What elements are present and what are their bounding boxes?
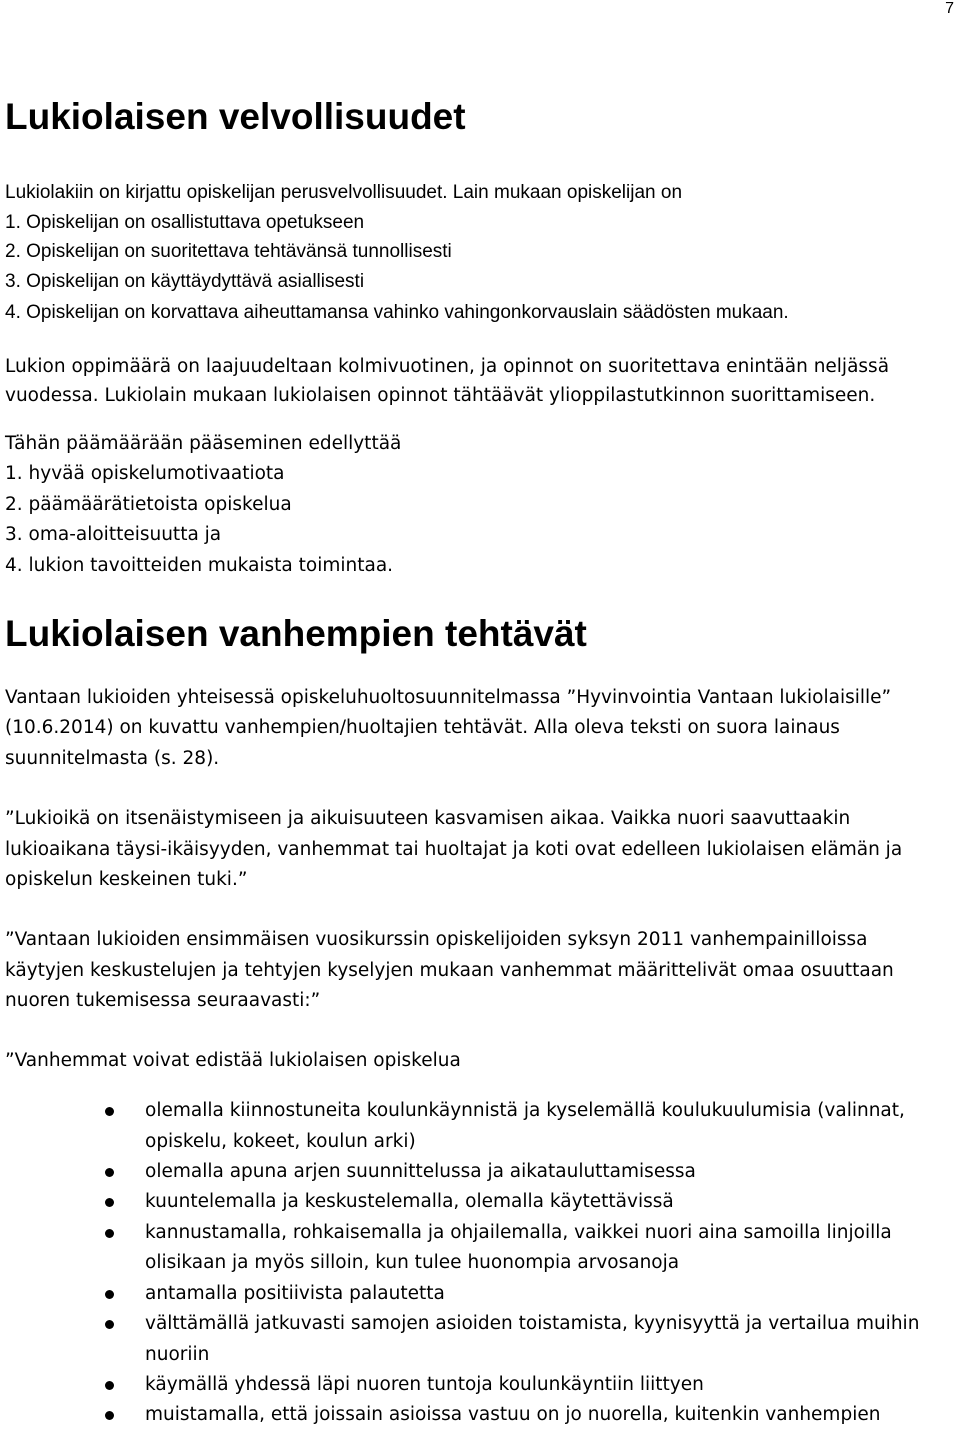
section-title-parents: Lukiolaisen vanhempien tehtävät bbox=[5, 613, 587, 654]
study-paragraph-line: Lukion oppimäärä on laajuudeltaan kolmivuotinen, ja opinnot on suoritettava enintään neljässä bbox=[5, 356, 890, 377]
duty-item: 3. Opiskelijan on käyttäydyttävä asiallisesti bbox=[5, 271, 365, 292]
list-item-line: käymällä yhdessä läpi nuoren tuntoja koulunkäyntiin liittyen bbox=[145, 1374, 704, 1395]
parents-intro-line: Vantaan lukioiden yhteisessä opiskeluhuoltosuunnitelmassa ”Hyvinvointia Vantaan lukiolaisille” bbox=[5, 687, 892, 708]
list-item-line: olisikaan ja myös silloin, kun tulee huonompia arvosanoja bbox=[145, 1252, 680, 1273]
quote-line: opiskelun keskeinen tuki.” bbox=[5, 869, 248, 890]
quote-line: käytyjen keskustelujen ja tehtyjen kyselyjen mukaan vanhemmat määrittelivät omaa osuuttaan bbox=[5, 960, 894, 981]
list-item-line: muistamalla, että joissain asioissa vastuu on jo nuorella, kuitenkin vanhempien bbox=[145, 1404, 881, 1425]
goal-item: 2. päämäärätietoista opiskelua bbox=[5, 494, 292, 515]
list-item-line: olemalla kiinnostuneita koulunkäynnistä ja kyselemällä koulukuulumisia (valinnat, bbox=[145, 1100, 905, 1121]
parents-intro-line: suunnitelmasta (s. 28). bbox=[5, 748, 220, 769]
study-paragraph-line: vuodessa. Lukiolain mukaan lukiolaisen opinnot tähtäävät ylioppilastutkinnon suorittamiseen. bbox=[5, 385, 876, 406]
goal-intro: Tähän päämäärään pääseminen edellyttää bbox=[5, 433, 402, 454]
quote-line: ”Lukioikä on itsenäistymiseen ja aikuisuuteen kasvamisen aikaa. Vaikka nuori saavuttaakin bbox=[5, 808, 851, 829]
list-item-line: opiskelu, kokeet, koulun arki) bbox=[145, 1131, 416, 1152]
duty-item: 4. Opiskelijan on korvattava aiheuttamansa vahinko vahingonkorvauslain säädösten mukaan. bbox=[5, 302, 789, 323]
list-item-line: välttämällä jatkuvasti samojen asioiden toistamista, kyynisyyttä ja vertailua muihin bbox=[145, 1313, 920, 1334]
duties-intro: Lukiolakiin on kirjattu opiskelijan perusvelvollisuudet. Lain mukaan opiskelijan on bbox=[5, 182, 683, 203]
list-item-line: nuoriin bbox=[145, 1344, 210, 1365]
duty-item: 1. Opiskelijan on osallistuttava opetukseen bbox=[5, 212, 365, 233]
goal-item: 4. lukion tavoitteiden mukaista toimintaa. bbox=[5, 555, 394, 576]
bullet-icon bbox=[105, 1290, 114, 1299]
section-title-duties: Lukiolaisen velvollisuudet bbox=[5, 96, 466, 137]
list-item-line: kuuntelemalla ja keskustelemalla, olemalla käytettävissä bbox=[145, 1191, 674, 1212]
list-item-line: olemalla apuna arjen suunnittelussa ja aikatauluttamisessa bbox=[145, 1161, 696, 1182]
bullet-icon bbox=[105, 1320, 114, 1329]
bullet-icon bbox=[105, 1107, 114, 1116]
list-item-line: antamalla positiivista palautetta bbox=[145, 1283, 445, 1304]
goal-item: 3. oma-aloitteisuutta ja bbox=[5, 524, 222, 545]
list-item-line: kannustamalla, rohkaisemalla ja ohjailemalla, vaikkei nuori aina samoilla linjoilla bbox=[145, 1222, 892, 1243]
bullet-icon bbox=[105, 1168, 114, 1177]
quote-line: nuoren tukemisessa seuraavasti:” bbox=[5, 990, 321, 1011]
parents-intro-line: (10.6.2014) on kuvattu vanhempien/huoltajien tehtävät. Alla oleva teksti on suora lainaus bbox=[5, 717, 840, 738]
page-number: 7 bbox=[945, 0, 954, 17]
quote-line: ”Vantaan lukioiden ensimmäisen vuosikurssin opiskelijoiden syksyn 2011 vanhempainilloissa bbox=[5, 929, 868, 950]
quote-line: lukioaikana täysi-ikäisyyden, vanhemmat tai huoltajat ja koti ovat edelleen lukiolaisen elämän ja bbox=[5, 839, 903, 860]
quote-line: ”Vanhemmat voivat edistää lukiolaisen opiskelua bbox=[5, 1050, 461, 1071]
duty-item: 2. Opiskelijan on suoritettava tehtävänsä tunnollisesti bbox=[5, 241, 452, 262]
goal-item: 1. hyvää opiskelumotivaatiota bbox=[5, 463, 285, 484]
bullet-icon bbox=[105, 1411, 114, 1420]
bullet-icon bbox=[105, 1381, 114, 1390]
bullet-icon bbox=[105, 1229, 114, 1238]
bullet-icon bbox=[105, 1198, 114, 1207]
